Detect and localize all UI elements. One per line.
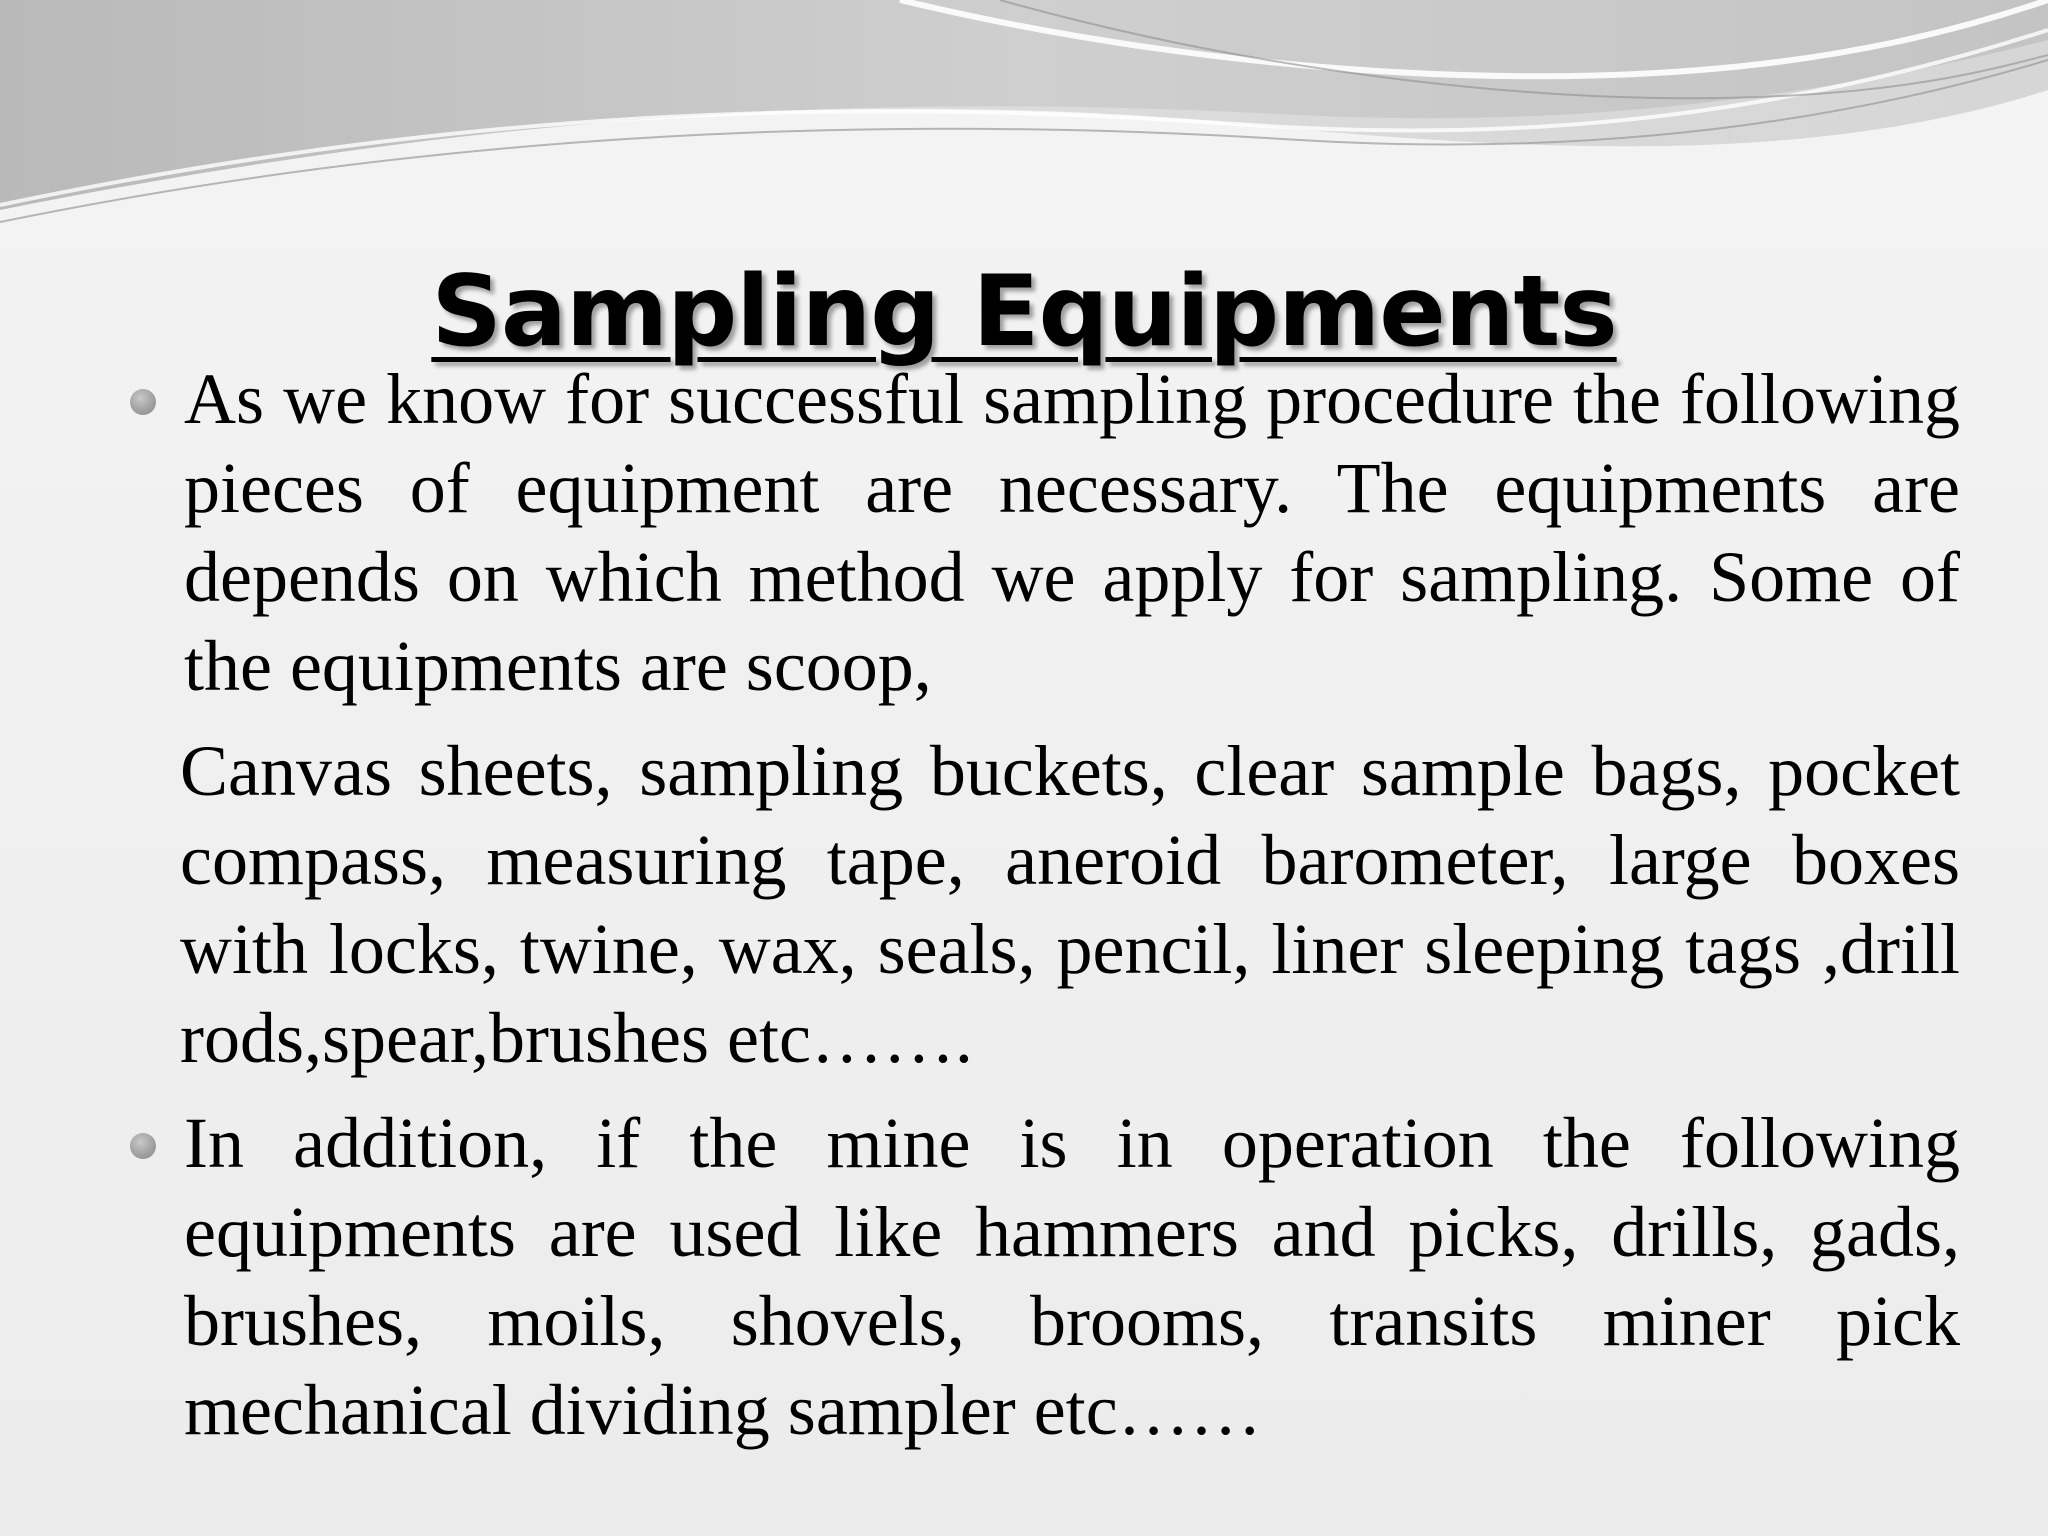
slide-title: Sampling Equipments (431, 254, 1617, 369)
slide-body (130, 355, 1960, 1455)
bullet-paragraph-2 (130, 1099, 1960, 1455)
bullet-paragraph-1 (130, 355, 1960, 711)
paragraph-text: In addition, if the mine is in operation the following equipments are used like hammers and picks, drills, gads, brushes, moils, shovels, brooms, transits miner pick mechanical dividing sampler etc…… (184, 1103, 1960, 1450)
paragraph-text: Canvas sheets, sampling buckets, clear sample bags, pocket compass, measuring tape, aneroid barometer, large boxes with locks, twine, wax, seals, pencil, liner sleeping tags ,drill rods,spear,brushes etc……. (180, 731, 1960, 1078)
bullet-icon (130, 1133, 156, 1159)
paragraph-text: As we know for successful sampling procedure the following pieces of equipment are necessary. The equipments are depends on which method we apply for sampling. Some of the equipments are scoop, (184, 359, 1960, 706)
decorative-wave-header (0, 0, 2048, 260)
continuation-paragraph (130, 727, 1960, 1083)
bullet-icon (130, 389, 156, 415)
